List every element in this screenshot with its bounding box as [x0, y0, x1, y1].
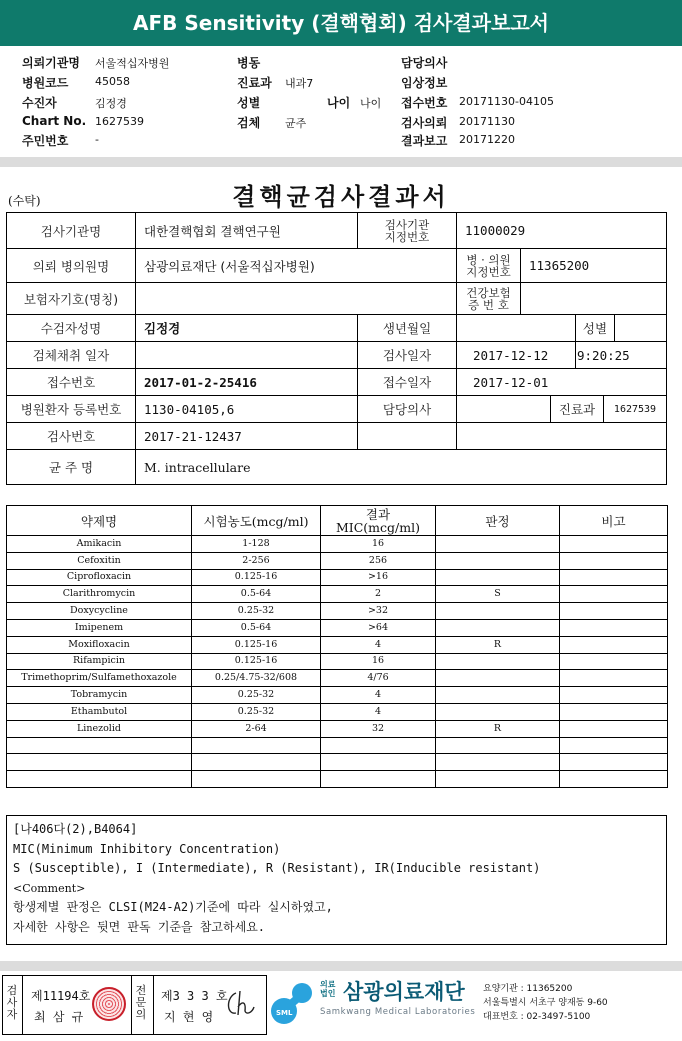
- empty-cell: [560, 754, 668, 771]
- sig-divider-2: [131, 975, 132, 1035]
- susceptibility-table: [6, 505, 668, 788]
- drug-name-cell: Trimethoprim/Sulfamethoxazole: [7, 670, 192, 687]
- org-address: 서울특별시 서초구 양재동 9-60: [483, 998, 608, 1008]
- empty-cell: [7, 737, 192, 754]
- clinical-label: 임상정보: [401, 76, 448, 90]
- sex-cell-label: 성별: [575, 314, 615, 342]
- drug-name-cell: Tobramycin: [7, 687, 192, 704]
- notes-code: [나406다(2),B4064]: [13, 822, 138, 836]
- range-cell: 2-256: [192, 552, 321, 569]
- drug-name-cell: Ciprofloxacin: [7, 569, 192, 586]
- range-cell: 2-64: [192, 720, 321, 737]
- reg-value: 1130-04105,6: [135, 395, 358, 423]
- interp-cell: S: [436, 586, 560, 603]
- mic-cell: 16: [321, 536, 436, 553]
- drug-name-cell: Amikacin: [7, 536, 192, 553]
- note-cell: [560, 636, 668, 653]
- range-cell: 0.25-32: [192, 687, 321, 704]
- empty-cell: [560, 771, 668, 788]
- table-row-empty: [7, 771, 668, 788]
- test-date-value: 2017-12-12: [456, 341, 576, 369]
- empty-cell: [560, 737, 668, 754]
- request-label: 검사의뢰: [401, 116, 448, 130]
- examiner-name: 최 삼 규: [34, 1010, 84, 1024]
- mic-cell: 4: [321, 636, 436, 653]
- name-label: 수검자성명: [6, 314, 136, 342]
- specialist-signature-icon: [222, 985, 258, 1021]
- empty-cell: [7, 771, 192, 788]
- health-value: [520, 282, 667, 315]
- org-name: 삼광의료재단: [343, 980, 465, 1004]
- insurance-label: 보험자기호(명칭): [6, 282, 136, 315]
- empty-cell: [321, 737, 436, 754]
- interp-cell: [436, 653, 560, 670]
- empty-cell: [192, 754, 321, 771]
- org-prefix: 의료 법인: [320, 980, 336, 998]
- birth-value: [456, 314, 576, 342]
- notes-comment-label: <Comment>: [13, 881, 86, 895]
- report-tag: (수탁): [8, 194, 41, 208]
- drug-name-cell: Ethambutol: [7, 703, 192, 720]
- physician-label: 담당의사: [357, 395, 457, 423]
- sig-divider-3: [153, 975, 154, 1035]
- mic-cell: 2: [321, 586, 436, 603]
- range-cell: 0.125-16: [192, 636, 321, 653]
- test-no-value: 2017-21-12437: [135, 422, 358, 450]
- receipt-date-label: 접수일자: [357, 368, 457, 396]
- receipt-value: 20171130-04105: [459, 95, 554, 108]
- table-row: [7, 720, 668, 737]
- hosp-value: 삼광의료재단 (서울적십자병원): [135, 248, 457, 283]
- institution-label: 의뢰기관명: [22, 56, 80, 70]
- empty-cell-a: [357, 422, 457, 450]
- notes-comment-2: 자세한 사항은 뒷면 판독 기준을 참고하세요.: [13, 919, 266, 934]
- range-cell: 0.5-64: [192, 586, 321, 603]
- interp-cell: [436, 687, 560, 704]
- sig-divider-1: [22, 975, 23, 1035]
- col-note: 비고: [560, 506, 668, 536]
- col-mic-line2: MIC(mcg/ml): [336, 519, 420, 535]
- age-value: 나이: [360, 97, 382, 110]
- resident-value: -: [95, 133, 99, 146]
- organism-value: M. intracellulare: [135, 449, 667, 485]
- institution-value: 서울적십자병원: [95, 57, 170, 70]
- mic-cell: 32: [321, 720, 436, 737]
- hospital-code-label: 병원코드: [22, 76, 69, 90]
- note-cell: [560, 552, 668, 569]
- table-row: [7, 636, 668, 653]
- col-mic-line1: 결과: [365, 506, 391, 522]
- org-english: Samkwang Medical Laboratories: [320, 1007, 476, 1017]
- note-cell: [560, 586, 668, 603]
- birth-label: 생년월일: [357, 314, 457, 342]
- age-label: 나이: [327, 96, 351, 110]
- empty-cell-b: [456, 422, 667, 450]
- collect-label: 검체채취 일자: [6, 341, 136, 369]
- table-row-empty: [7, 754, 668, 771]
- table-row: [7, 653, 668, 670]
- lab-no-label: 검사기관 지정번호: [357, 212, 457, 249]
- dept-value: 내과7: [285, 77, 314, 90]
- specimen-label: 검체: [237, 116, 261, 130]
- report-date-value: 20171220: [459, 133, 515, 146]
- physician-value: [456, 395, 551, 423]
- dept-cell-value: 1627539: [603, 395, 667, 423]
- interp-cell: [436, 552, 560, 569]
- range-cell: 0.125-16: [192, 653, 321, 670]
- name-value: 김정경: [135, 314, 358, 342]
- empty-cell: [7, 754, 192, 771]
- specialist-vertical-label: [135, 985, 147, 1021]
- health-label: 건강보험 증 번 호: [456, 282, 521, 315]
- report-header-title: AFB Sensitivity (결핵협회) 검사결과보고서: [133, 11, 549, 35]
- interp-cell: R: [436, 720, 560, 737]
- col-range: 시험농도(mcg/ml): [192, 506, 321, 536]
- table-row: [7, 569, 668, 586]
- specialist-name: 지 현 영: [164, 1010, 214, 1024]
- table-row: [7, 670, 668, 687]
- drug-name-cell: Imipenem: [7, 619, 192, 636]
- interp-cell: [436, 569, 560, 586]
- range-cell: 0.25-32: [192, 703, 321, 720]
- hosp-no-label: 병 · 의원 지정번호: [456, 248, 521, 283]
- patient-label: 수진자: [22, 96, 57, 110]
- sml-logo-icon: [270, 979, 318, 1029]
- range-cell: 0.25/4.75-32/608: [192, 670, 321, 687]
- hosp-no-value: 11365200: [520, 248, 667, 283]
- table-row: [7, 603, 668, 620]
- note-cell: [560, 703, 668, 720]
- range-cell: 0.125-16: [192, 569, 321, 586]
- ward-label: 병동: [237, 56, 261, 70]
- specialist-vertical-text: 전문의: [135, 984, 147, 1021]
- mic-cell: >64: [321, 619, 436, 636]
- hosp-label: 의뢰 병의원명: [6, 248, 136, 283]
- note-cell: [560, 603, 668, 620]
- notes-box: [6, 815, 667, 945]
- range-cell: 0.25-32: [192, 603, 321, 620]
- collect-value: [135, 341, 358, 369]
- drug-name-cell: Moxifloxacin: [7, 636, 192, 653]
- table-row: [7, 703, 668, 720]
- report-date-label: 결과보고: [401, 134, 448, 148]
- mic-cell: >16: [321, 569, 436, 586]
- drug-name-cell: Clarithromycin: [7, 586, 192, 603]
- notes-line-2: S (Susceptible), I (Intermediate), R (Resistant), IR(Inducible resistant): [13, 861, 541, 875]
- examiner-license: 제11194호: [31, 989, 91, 1003]
- organism-label: 균 주 명: [6, 449, 136, 485]
- col-drug: 약제명: [7, 506, 192, 536]
- mic-cell: 4: [321, 703, 436, 720]
- empty-cell: [192, 737, 321, 754]
- org-code: 요양기관 : 11365200: [483, 984, 573, 994]
- lab-no-value: 11000029: [456, 212, 667, 249]
- col-interp: 판정: [436, 506, 560, 536]
- drug-name-cell: Rifampicin: [7, 653, 192, 670]
- table-row-empty: [7, 737, 668, 754]
- lab-label: 검사기관명: [6, 212, 136, 249]
- table-row: [7, 687, 668, 704]
- interp-cell: [436, 603, 560, 620]
- range-cell: 0.5-64: [192, 619, 321, 636]
- receipt-no-value: 2017-01-2-25416: [135, 368, 358, 396]
- empty-cell: [321, 771, 436, 788]
- interp-cell: R: [436, 636, 560, 653]
- lab-value: 대한결핵협회 결핵연구원: [135, 212, 358, 249]
- note-cell: [560, 720, 668, 737]
- receipt-label: 접수번호: [401, 96, 448, 110]
- note-cell: [560, 687, 668, 704]
- chart-label: Chart No.: [22, 114, 87, 128]
- test-date-label: 검사일자: [357, 341, 457, 369]
- col-mic: [321, 506, 436, 536]
- notes-line-1: MIC(Minimum Inhibitory Concentration): [13, 841, 281, 856]
- request-value: 20171130: [459, 115, 515, 128]
- resident-label: 주민번호: [22, 134, 69, 148]
- note-cell: [560, 619, 668, 636]
- note-cell: [560, 653, 668, 670]
- table-row: [7, 552, 668, 569]
- report-title: 결핵균검사결과서: [232, 182, 450, 211]
- examiner-vertical-text: 검사자: [6, 984, 18, 1021]
- note-cell: [560, 569, 668, 586]
- interp-cell: [436, 703, 560, 720]
- table-header-row: [7, 506, 668, 536]
- mic-cell: 16: [321, 653, 436, 670]
- insurance-value: [135, 282, 457, 315]
- specialist-license: 제3 3 3 호: [161, 989, 228, 1003]
- empty-cell: [436, 754, 560, 771]
- mic-cell: 4: [321, 687, 436, 704]
- reg-label: 병원환자 등록번호: [6, 395, 136, 423]
- drug-name-cell: Doxycycline: [7, 603, 192, 620]
- test-no-label: 검사번호: [6, 422, 136, 450]
- divider-top: [0, 157, 682, 167]
- drug-name-cell: Cefoxitin: [7, 552, 192, 569]
- org-phone: 대표번호 : 02-3497-5100: [483, 1012, 591, 1022]
- examiner-vertical-label: [6, 985, 18, 1021]
- sex-label: 성별: [237, 96, 261, 110]
- empty-cell: [436, 737, 560, 754]
- receipt-date-value: 2017-12-01: [456, 368, 667, 396]
- drug-name-cell: Linezolid: [7, 720, 192, 737]
- receipt-no-label: 접수번호: [6, 368, 136, 396]
- note-cell: [560, 670, 668, 687]
- sex-cell-value: [614, 314, 667, 342]
- table-row: [7, 619, 668, 636]
- examiner-seal-icon: [92, 987, 126, 1021]
- dept-label: 진료과: [237, 76, 272, 90]
- interp-cell: [436, 536, 560, 553]
- doctor-label: 담당의사: [401, 56, 448, 70]
- divider-bottom: [0, 961, 682, 971]
- table-row: [7, 586, 668, 603]
- mic-cell: 4/76: [321, 670, 436, 687]
- dept-cell-label: 진료과: [550, 395, 604, 423]
- specimen-value: 균주: [285, 117, 307, 130]
- sml-logo-text: SML: [276, 1009, 293, 1017]
- empty-cell: [321, 754, 436, 771]
- mic-cell: >32: [321, 603, 436, 620]
- interp-cell: [436, 670, 560, 687]
- mic-cell: 256: [321, 552, 436, 569]
- notes-comment-1: 항생제별 판정은 CLSI(M24-A2)기준에 따라 실시하였고,: [13, 900, 333, 914]
- table-row: [7, 536, 668, 553]
- interp-cell: [436, 619, 560, 636]
- hospital-code-value: 45058: [95, 75, 130, 88]
- patient-value: 김정경: [95, 97, 127, 110]
- range-cell: 1-128: [192, 536, 321, 553]
- chart-value: 1627539: [95, 115, 144, 128]
- table-body: [7, 536, 668, 788]
- empty-cell: [192, 771, 321, 788]
- empty-cell: [436, 771, 560, 788]
- note-cell: [560, 536, 668, 553]
- test-time-value: 9:20:25: [575, 341, 667, 369]
